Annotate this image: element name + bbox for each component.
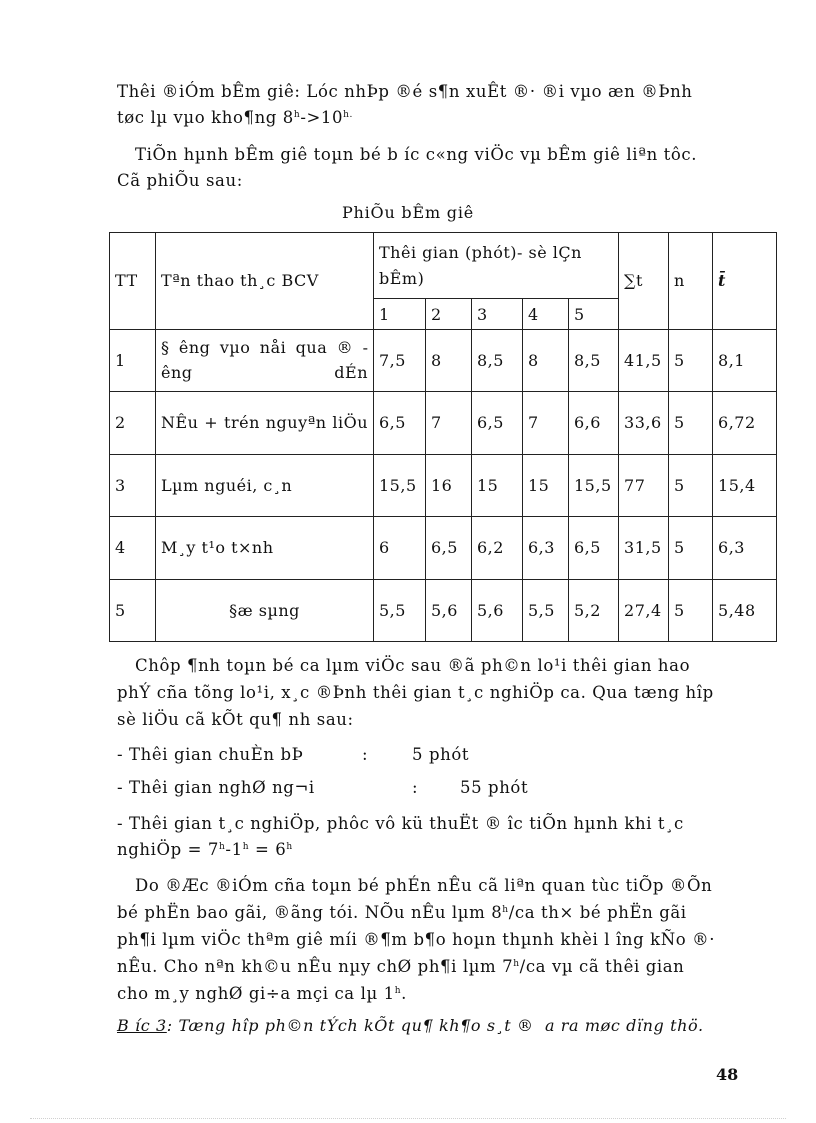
subheader-3: 3 [472, 299, 523, 329]
cell-value: 7,5 [374, 329, 426, 391]
cell-tt: 3 [110, 454, 156, 516]
table-title: PhiÕu bÊm giê [341, 203, 475, 222]
cell-tt: 5 [110, 579, 156, 641]
cell-n: 5 [669, 454, 713, 516]
text-line: phÝ cña tõng lo¹i, x¸c ®Þnh thêi gian t¸c nghiÖp ca. Qua tæng hîp [117, 683, 714, 702]
text-line: Thêi ®iÓm bÊm giê: Lóc nhÞp ®é s¶n xuÊt ®· ®i vµo æn ®Þnh [117, 82, 693, 101]
cell-n: 5 [669, 579, 713, 641]
cell-task-name: §æ sµng [156, 579, 374, 641]
timing-table [109, 232, 777, 642]
text-line: ph¶i lµm viÖc thªm giê míi ®¶m b¶o hoµn thµnh khèi l îng kÑo ®· [117, 930, 716, 949]
subheader-5: 5 [569, 299, 619, 329]
step-heading [117, 1016, 704, 1035]
text-line: sè liÖu cã kÕt qu¶ nh sau: [117, 710, 354, 729]
cell-sum: 77 [619, 454, 669, 516]
cell-sum: 41,5 [619, 329, 669, 391]
text-line: nÊu. Cho nªn kh©u nÊu nµy chØ ph¶i lµm 7$^h$/ca vµ cã thêi gian [117, 957, 685, 976]
text-line: bé phËn bao gãi, ®ãng tói. NÕu nÊu lµm 8$^h$/ca th× bé phËn gãi [117, 903, 687, 922]
step-label: B íc 3 [117, 1016, 167, 1035]
cell-value: 6,2 [472, 517, 523, 579]
list-item: - Thêi gian t¸c nghiÖp, phôc vô kü thuËt ® îc tiÕn hµnh khi t¸c [117, 814, 684, 833]
cell-average: 15,4 [713, 454, 777, 516]
header-tt: TT [110, 233, 156, 330]
cell-value: 8,5 [569, 329, 619, 391]
footer-divider [30, 1118, 786, 1119]
cell-value: 6,6 [569, 392, 619, 454]
cell-value: 5,5 [374, 579, 426, 641]
table-row [110, 517, 777, 579]
text-line: tøc lµ vµo kho¶ng $8^h->10^{h.}$ [117, 108, 353, 127]
table-row [110, 392, 777, 454]
cell-tt: 4 [110, 517, 156, 579]
cell-value: 6,5 [472, 392, 523, 454]
header-time-group: Thêi gian (phót)- sè lÇn bÊm) [374, 233, 619, 299]
cell-value: 15 [472, 454, 523, 516]
cell-value: 16 [426, 454, 472, 516]
text-line: TiÕn hµnh bÊm giê toµn bé b íc c«ng viÖc vµ bÊm giê liªn tôc. [135, 145, 698, 164]
table-row [110, 329, 777, 391]
text-line: Do ®Æc ®iÓm cña toµn bé phÉn nÊu cã liªn quan tùc tiÕp ®Õn [135, 876, 713, 895]
cell-value: 5,6 [472, 579, 523, 641]
subheader-4: 4 [523, 299, 569, 329]
cell-average: 6,72 [713, 392, 777, 454]
cell-task-name: M¸y t¹o t×nh [156, 517, 374, 579]
cell-task-name: NÊu + trén nguyªn liÖu [156, 392, 374, 454]
cell-value: 15,5 [374, 454, 426, 516]
list-item-continuation: nghiÖp = $7^h-1^h = 6^h$ [117, 840, 293, 859]
list-item: - Thêi gian chuÈn bÞ : 5 phót [117, 745, 470, 764]
header-n: n [669, 233, 713, 330]
header-task-name: Tªn thao th¸c BCV [156, 233, 374, 330]
subheader-1: 1 [374, 299, 426, 329]
subheader-2: 2 [426, 299, 472, 329]
cell-value: 7 [523, 392, 569, 454]
text-line: cho m¸y nghØ gi÷a mçi ca lµ 1$^h$. [117, 984, 407, 1003]
cell-average: 6,3 [713, 517, 777, 579]
cell-task-name: § êng vµo nåi qua ® êng dÉn [156, 329, 374, 391]
cell-sum: 33,6 [619, 392, 669, 454]
cell-tt: 1 [110, 329, 156, 391]
cell-value: 6,5 [426, 517, 472, 579]
table-row [110, 579, 777, 641]
cell-value: 5,2 [569, 579, 619, 641]
cell-average: 5,48 [713, 579, 777, 641]
cell-value: 15,5 [569, 454, 619, 516]
cell-average: 8,1 [713, 329, 777, 391]
cell-value: 15 [523, 454, 569, 516]
step-text: : Tæng hîp ph©n tÝch kÕt qu¶ kh¶o s¸t ® a ra møc dïng thö. [166, 1016, 704, 1035]
cell-task-name: Lµm nguéi, c¸n [156, 454, 374, 516]
cell-n: 5 [669, 517, 713, 579]
cell-value: 6,5 [374, 392, 426, 454]
header-average: t̄ [713, 233, 777, 330]
header-sum: ∑t [619, 233, 669, 330]
cell-value: 5,6 [426, 579, 472, 641]
cell-value: 6 [374, 517, 426, 579]
cell-value: 8 [426, 329, 472, 391]
cell-tt: 2 [110, 392, 156, 454]
cell-value: 5,5 [523, 579, 569, 641]
cell-value: 8,5 [472, 329, 523, 391]
cell-value: 8 [523, 329, 569, 391]
cell-sum: 27,4 [619, 579, 669, 641]
table-row [110, 454, 777, 516]
cell-value: 7 [426, 392, 472, 454]
page-number: 48 [716, 1065, 739, 1084]
text-line: Chôp ¶nh toµn bé ca lµm viÖc sau ®ã ph©n lo¹i thêi gian hao [135, 656, 691, 675]
cell-n: 5 [669, 329, 713, 391]
cell-sum: 31,5 [619, 517, 669, 579]
cell-value: 6,5 [569, 517, 619, 579]
list-item: - Thêi gian nghØ ng¬i : 55 phót [117, 778, 529, 797]
cell-n: 5 [669, 392, 713, 454]
cell-value: 6,3 [523, 517, 569, 579]
text-line: Cã phiÕu sau: [117, 171, 243, 190]
